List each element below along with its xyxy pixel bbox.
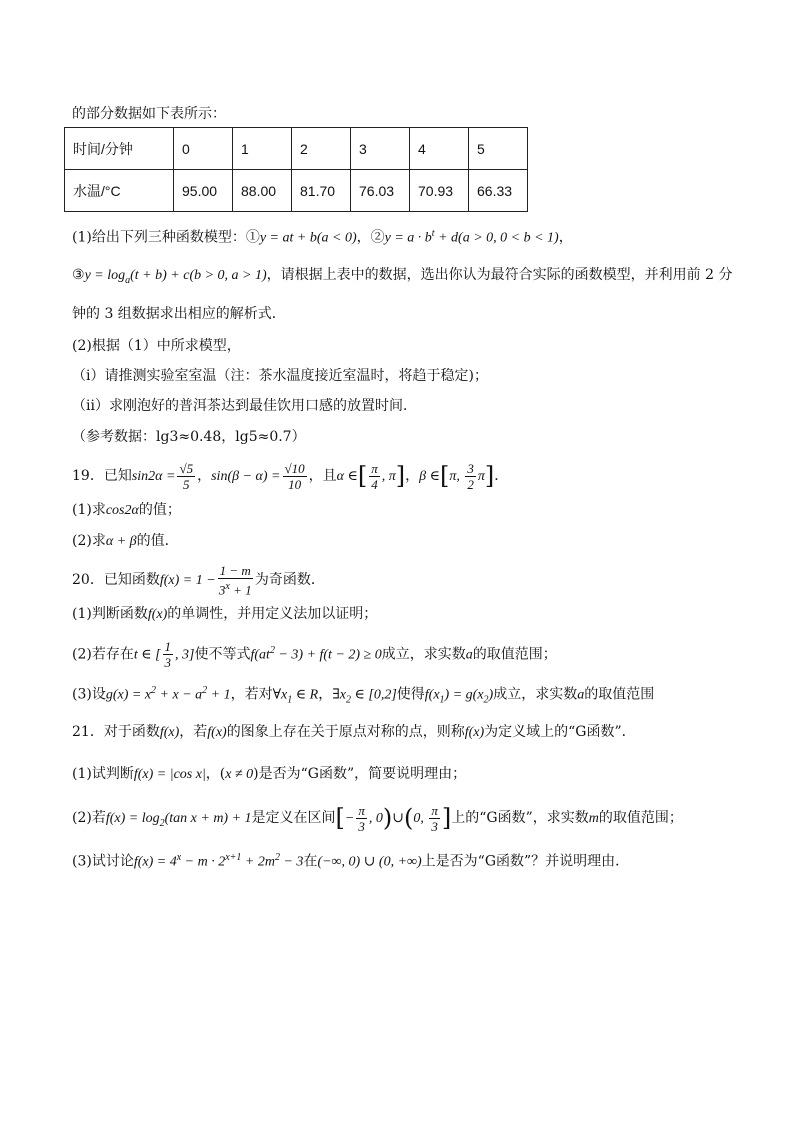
- table-cell: 5: [469, 128, 528, 170]
- table-cell: 时间/分钟: [65, 128, 174, 170]
- table-row: [65, 170, 528, 212]
- fraction: $\frac{\pi}{3}$: [431, 802, 438, 834]
- table-cell: 81.70: [292, 170, 351, 212]
- table-cell: 水温/°C: [65, 170, 174, 212]
- q20-part2: (2)若存在t ∈ [ $\frac{1}{3}$ , 3]使不等式$f(at^2 - 3) + f(t - 2) \ge 0$成立，求实数a的取值范围；: [72, 639, 557, 671]
- fraction: $\frac{√10}{10}$: [284, 460, 305, 492]
- table-cell: 2: [292, 128, 351, 170]
- q21-part3: (3)试讨论$f(x) = 4^x - m \cdot 2^{x+1} + 2m^2 - 3$在(−∞, 0) ∪ (0, +∞)上是否为“G函数”？并说明理由．: [72, 852, 630, 870]
- table-cell: 3: [351, 128, 410, 170]
- q18-part1-line: (1)给出下列三种函数模型：①y = at + b(a < 0)，②y = $a \cdot b^t + d(a > 0$, 0 < b < 1)，: [72, 228, 573, 246]
- table-cell: 88.00: [233, 170, 292, 212]
- table-cell: 4: [410, 128, 469, 170]
- q20-statement: 20．已知函数f(x) = 1 − $\frac{1 - m}{3^x + 1}$ 为奇函数．: [72, 562, 325, 598]
- table-row: [65, 128, 528, 170]
- q18-reference-data: （参考数据：lg3≈0.48，lg5≈0.7）: [72, 429, 306, 445]
- fraction: $\frac{1 - m}{3^x + 1}$: [218, 562, 252, 598]
- fraction: $\frac{\pi}{4}$: [371, 460, 378, 492]
- q19-part2: (2)求α + β的值．: [72, 533, 179, 549]
- intro-text: 的部分数据如下表所示：: [72, 106, 226, 122]
- q19-part1: (1)求cos2α的值；: [72, 502, 181, 518]
- fraction: $\frac{3}{2}$: [467, 460, 474, 492]
- water-temperature-table: [64, 127, 528, 212]
- table-cell: 70.93: [410, 170, 469, 212]
- q18-part1-cont: 钟的 3 组数据求出相应的解析式．: [72, 306, 286, 322]
- fraction: $\frac{1}{3}$: [164, 639, 172, 671]
- q18-part2: (2)根据（1）中所求模型，: [72, 338, 241, 354]
- q18-part2-i: （i）请推测实验室室温（注：茶水温度接近室温时，将趋于稳定)；: [72, 368, 488, 384]
- q18-part2-ii: （ii）求刚泡好的普洱茶达到最佳饮用口感的放置时间．: [72, 398, 417, 414]
- table-cell: 66.33: [469, 170, 528, 212]
- q21-part1: (1)试判断f(x) = |cos x|，(x ≠ 0)是否为“G函数”，简要说明理由；: [72, 766, 467, 782]
- q18-part1-model3: ③y = $\log_a(t + b) + c(b > 0$, a > 1)，请根据上表中的数据，选出你认为最符合实际的函数模型，并利用前 2 分: [72, 267, 733, 286]
- table-cell: 95.00: [174, 170, 233, 212]
- fraction: $\frac{\pi}{3}$: [358, 802, 365, 834]
- q19-statement: 19．已知sin2α = $\frac{√5}{5}$ ，sin(β − α) = $\frac{√10}{10}$ ，且α ∈[ $\frac{\pi}{4}$ , π]，β ∈[π, $\frac{3}{2}$ π]．: [72, 460, 509, 492]
- q20-part3: (3)设$g(x) = x^2 + x - a^2 + 1$，若对$\forall x_1$ ∈ R，$\exists x_2$ ∈ [0,2]使得$f(x_1) = g(x_2)$成立，求实数a的取值范围: [72, 685, 655, 706]
- table-cell: 0: [174, 128, 233, 170]
- q20-part1: (1)判断函数f(x)的单调性，并用定义法加以证明；: [72, 606, 378, 622]
- fraction: $\frac{√5}{5}$: [179, 460, 194, 492]
- table-cell: 1: [233, 128, 292, 170]
- q21-part2: (2)若$f(x) = \log_2(\tan$ x + m) + 1是定义在区间[− $\frac{\pi}{3}$ , 0)∪(0, $\frac{\pi}{3}$ ]上的“G函数”，求实数m的取值范围；: [72, 802, 683, 834]
- table-cell: 76.03: [351, 170, 410, 212]
- q21-statement: 21．对于函数f(x)，若f(x)的图象上存在关于原点对称的点，则称f(x)为定义域上的“G函数”．: [72, 724, 636, 740]
